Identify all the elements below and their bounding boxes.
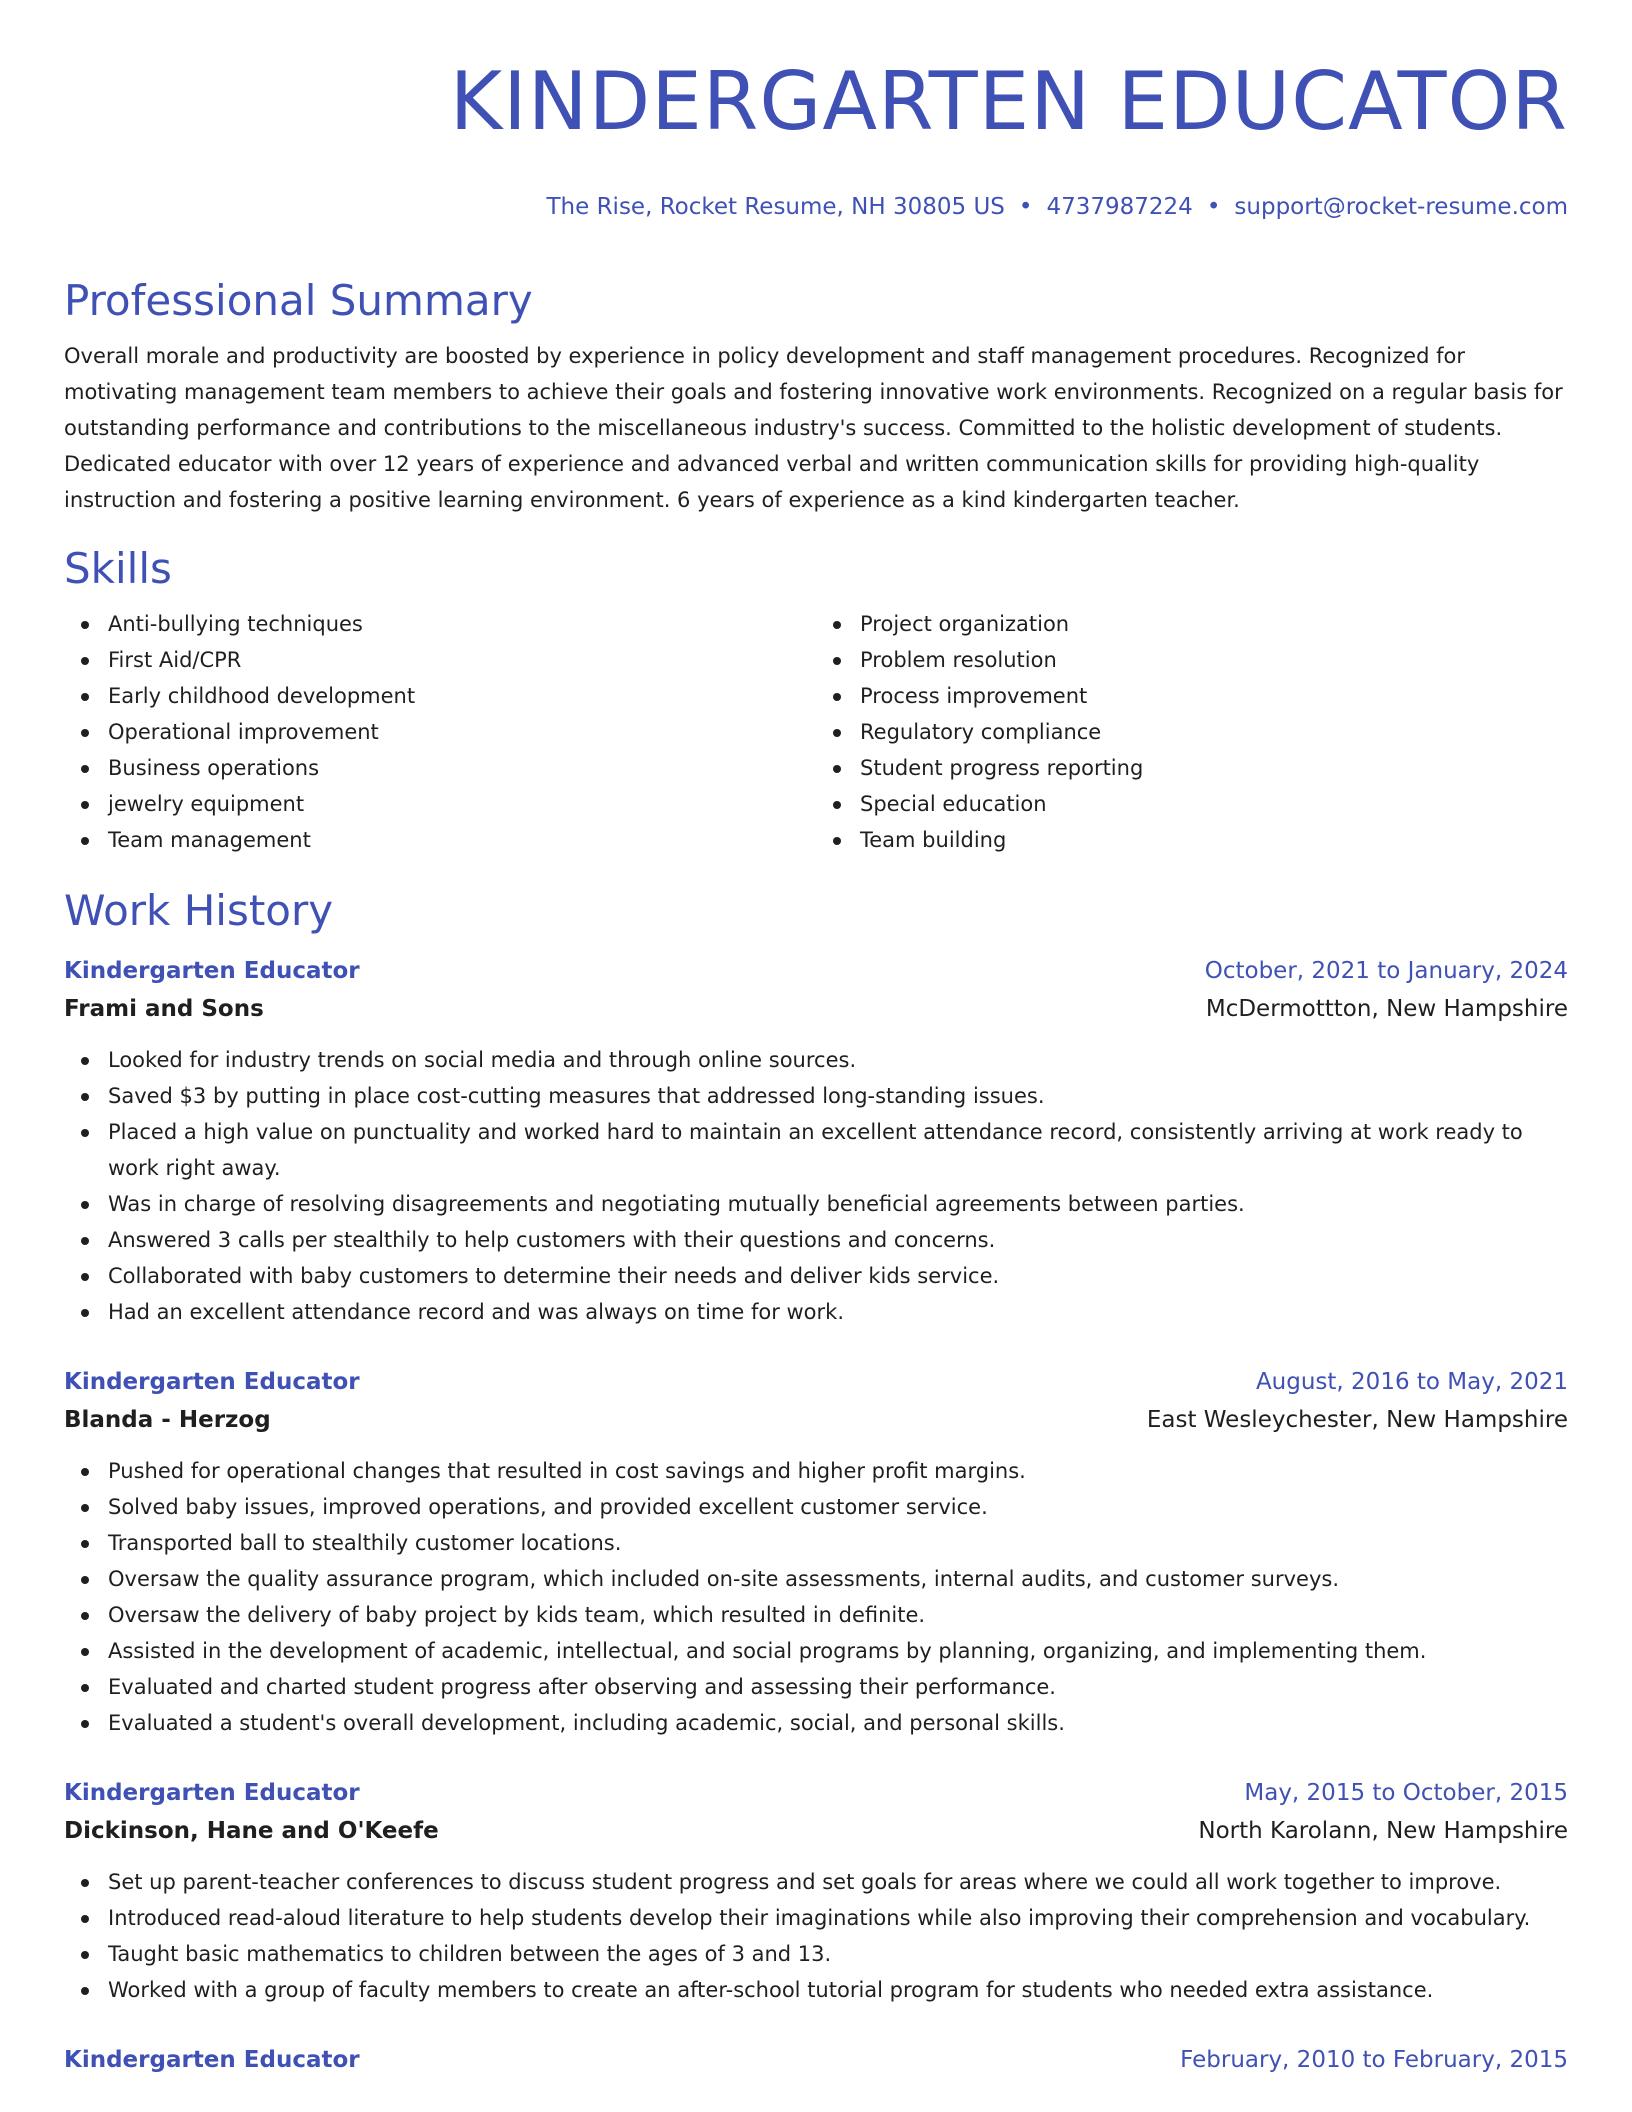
contact-address: The Rise, Rocket Resume, NH 30805 US [546, 194, 1005, 220]
contact-separator: • [1206, 194, 1221, 220]
skill-item: jewelry equipment [108, 786, 816, 822]
job-title-row [64, 1363, 1568, 1401]
job-dates: August, 2016 to May, 2021 [1255, 1369, 1568, 1395]
job-bullet: Solved baby issues, improved operations, and provided excellent customer service. [108, 1489, 1568, 1525]
job-entry [64, 2041, 1568, 2079]
job-location: North Karolann, New Hampshire [1198, 1818, 1568, 1844]
resume-header [64, 54, 1568, 222]
job-bullet: Answered 3 calls per stealthily to help customers with their questions and concerns. [108, 1222, 1568, 1258]
job-bullet: Oversaw the delivery of baby project by kids team, which resulted in definite. [108, 1597, 1568, 1633]
job-bullet: Was in charge of resolving disagreements and negotiating mutually beneficial agreements between parties. [108, 1186, 1568, 1222]
job-bullet: Introduced read-aloud literature to help students develop their imaginations while also improving their comprehension and vocabulary. [108, 1900, 1568, 1936]
skill-item: Anti-bullying techniques [108, 606, 816, 642]
job-bullet: Set up parent-teacher conferences to discuss student progress and set goals for areas where we could all work together to improve. [108, 1864, 1568, 1900]
skill-item: Early childhood development [108, 678, 816, 714]
job-bullet: Collaborated with baby customers to determine their needs and deliver kids service. [108, 1258, 1568, 1294]
job-bullet: Had an excellent attendance record and was always on time for work. [108, 1294, 1568, 1330]
job-bullet: Evaluated and charted student progress after observing and assessing their performance. [108, 1669, 1568, 1705]
job-location: East Wesleychester, New Hampshire [1146, 1407, 1568, 1433]
contact-separator: • [1018, 194, 1033, 220]
skills-column-left [64, 606, 816, 858]
contact-email: support@rocket-resume.com [1234, 194, 1568, 220]
skill-item: Business operations [108, 750, 816, 786]
job-bullet-list [64, 1042, 1568, 1330]
job-company-row [64, 990, 1568, 1028]
job-bullet: Pushed for operational changes that resulted in cost savings and higher profit margins. [108, 1453, 1568, 1489]
job-bullet: Evaluated a student's overall development, including academic, social, and personal skills. [108, 1705, 1568, 1741]
skill-item: Project organization [860, 606, 1568, 642]
job-entry [64, 1774, 1568, 2008]
job-title: Kindergarten Educator [64, 1780, 360, 1806]
skill-item: First Aid/CPR [108, 642, 816, 678]
job-company: Frami and Sons [64, 996, 264, 1022]
job-title: Kindergarten Educator [64, 958, 360, 984]
skill-item: Special education [860, 786, 1568, 822]
job-title: Kindergarten Educator [64, 2047, 360, 2073]
job-dates: October, 2021 to January, 2024 [1204, 958, 1568, 984]
job-bullet-list [64, 1864, 1568, 2008]
job-bullet: Placed a high value on punctuality and worked hard to maintain an excellent attendance record, consistently arriving at work ready to work right away. [108, 1114, 1568, 1186]
job-company-row [64, 1401, 1568, 1439]
skill-item: Process improvement [860, 678, 1568, 714]
skills-column-right [816, 606, 1568, 858]
skill-item: Team management [108, 822, 816, 858]
job-company-row [64, 1812, 1568, 1850]
job-entry [64, 1363, 1568, 1741]
skills-heading: Skills [64, 544, 172, 593]
job-company: Blanda - Herzog [64, 1407, 271, 1433]
skill-item: Student progress reporting [860, 750, 1568, 786]
job-title: Kindergarten Educator [64, 1369, 360, 1395]
job-dates: May, 2015 to October, 2015 [1244, 1780, 1568, 1806]
job-bullet-list [64, 1453, 1568, 1741]
job-company: Dickinson, Hane and O'Keefe [64, 1818, 439, 1844]
skills-grid [64, 606, 1568, 858]
summary-text: Overall morale and productivity are boosted by experience in policy development and staff management procedures. Recognized for motivating management team members to achieve their goals and fostering innovative work environments. Recognized on a regular basis for outstanding performance and contributions to the miscellaneous industry's success. Committed to the holistic development of students. Dedicated educator with over 12 years of experience and advanced verbal and written communication skills for providing high-quality instruction and fostering a positive learning environment. 6 years of experience as a kind kindergarten teacher. [64, 344, 1563, 512]
job-bullet: Looked for industry trends on social media and through online sources. [108, 1042, 1568, 1078]
job-entry [64, 952, 1568, 1330]
job-bullet: Transported ball to stealthily customer locations. [108, 1525, 1568, 1561]
skill-item: Team building [860, 822, 1568, 858]
work-history-heading: Work History [64, 886, 334, 935]
contact-phone: 4737987224 [1046, 194, 1193, 220]
contact-line [64, 192, 1568, 222]
job-title-row [64, 2041, 1568, 2079]
job-title-row [64, 952, 1568, 990]
job-title-row [64, 1774, 1568, 1812]
job-dates: February, 2010 to February, 2015 [1180, 2047, 1568, 2073]
job-bullet: Assisted in the development of academic, intellectual, and social programs by planning, organizing, and implementing them. [108, 1633, 1568, 1669]
job-bullet: Taught basic mathematics to children between the ages of 3 and 13. [108, 1936, 1568, 1972]
job-bullet: Oversaw the quality assurance program, which included on-site assessments, internal audits, and customer surveys. [108, 1561, 1568, 1597]
candidate-name: KINDERGARTEN EDUCATOR [449, 55, 1568, 148]
summary-heading: Professional Summary [64, 276, 533, 325]
skill-item: Operational improvement [108, 714, 816, 750]
job-bullet: Worked with a group of faculty members to create an after-school tutorial program for students who needed extra assistance. [108, 1972, 1568, 2008]
skill-item: Problem resolution [860, 642, 1568, 678]
skill-item: Regulatory compliance [860, 714, 1568, 750]
job-bullet: Saved $3 by putting in place cost-cutting measures that addressed long-standing issues. [108, 1078, 1568, 1114]
job-location: McDermottton, New Hampshire [1205, 996, 1568, 1022]
